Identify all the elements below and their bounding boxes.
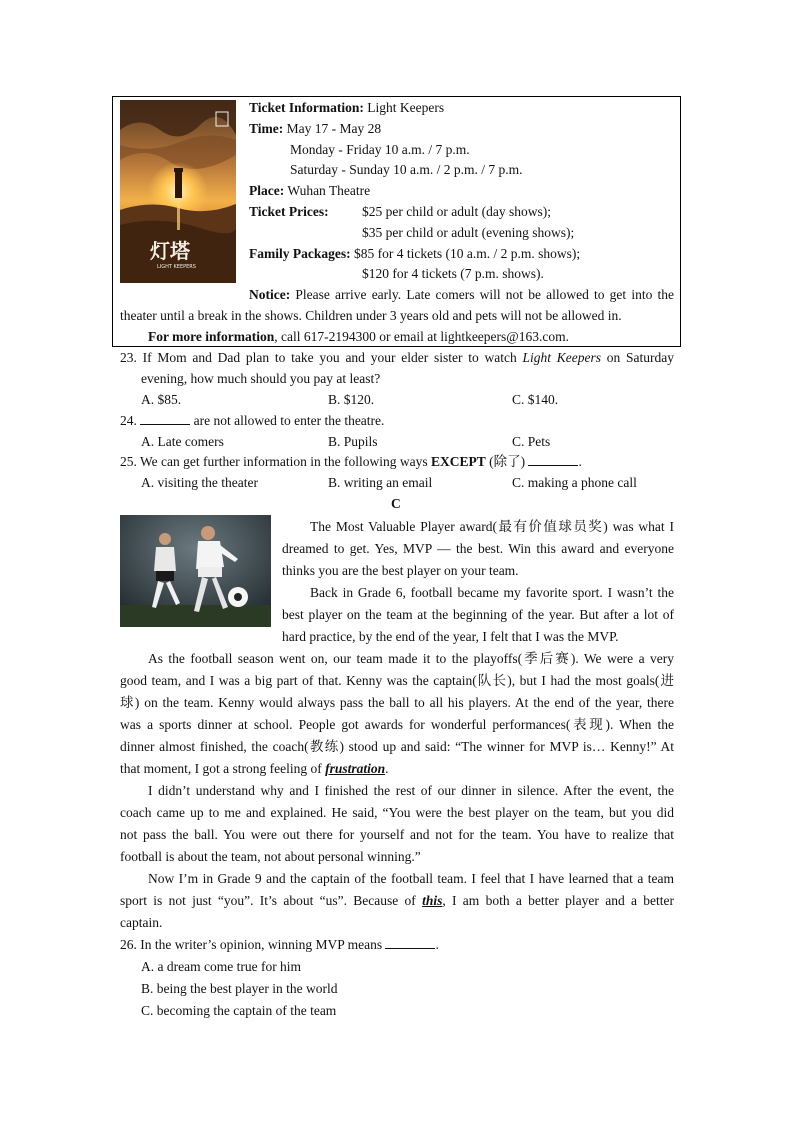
passage-p3-l1: As the football season went on, our team made it to the playoffs(季后赛). We were a very	[148, 651, 674, 666]
prices-label: Ticket Prices:	[249, 204, 329, 219]
q25-stem: 25. We can get further information in the following ways EXCEPT (除了) .	[120, 454, 582, 469]
time-weekday: Monday - Friday 10 a.m. / 7 p.m.	[290, 142, 470, 157]
passage-p2-l2: best player on the team at the beginning of the year. But after a lot of	[282, 607, 674, 622]
football-players-photo	[120, 515, 271, 627]
q26-blank[interactable]	[385, 936, 435, 949]
q24-option-c[interactable]: C. Pets	[512, 434, 551, 449]
passage-p3-l2: good team, and I was a big part of that. Kenny was the captain(队长), but I had the most goals(进	[120, 673, 674, 688]
q24-blank[interactable]	[140, 412, 190, 425]
more-info-line: For more information, call 617-2194300 or email at lightkeepers@163.com.	[148, 329, 569, 344]
word-this: this	[422, 893, 443, 908]
q23-stem: 23. If Mom and Dad plan to take you and your elder sister to watch Light Keepers on Saturday	[120, 350, 674, 365]
q25-option-c[interactable]: C. making a phone call	[512, 475, 637, 490]
passage-p5-l1: Now I’m in Grade 9 and the captain of the football team. I feel that I have learned that a team	[148, 871, 674, 886]
passage-p4-l1: I didn’t understand why and I finished the rest of our dinner in silence. After the event, the	[148, 783, 674, 798]
q26-stem: 26. In the writer’s opinion, winning MVP means .	[120, 937, 439, 952]
q25-blank[interactable]	[528, 453, 578, 466]
q26-option-b[interactable]: B. being the best player in the world	[141, 981, 338, 996]
passage-p4-l3: not pass the ball. You were out there for yourself and not for the team. You have to realize that	[120, 827, 674, 842]
q24-option-b[interactable]: B. Pupils	[328, 434, 378, 449]
passage-p1-l3: thinks you are the best player on your team.	[282, 563, 519, 578]
q25-option-b[interactable]: B. writing an email	[328, 475, 433, 490]
q26-option-c[interactable]: C. becoming the captain of the team	[141, 1003, 337, 1018]
price-day: $25 per child or adult (day shows);	[362, 204, 551, 219]
passage-p5-l3: captain.	[120, 915, 163, 930]
q23-option-b[interactable]: B. $120.	[328, 392, 375, 407]
q23-stem-2: evening, how much should you pay at least?	[141, 371, 381, 386]
passage-p4-l4: football is about the team, not about personal winning.”	[120, 849, 421, 864]
price-evening: $35 per child or adult (evening shows);	[362, 225, 575, 240]
notice-line2: theater until a break in the shows. Children under 3 years old and pets will not be allowed in.	[120, 308, 622, 323]
poster-title: 灯塔	[150, 239, 190, 263]
light-keepers-poster	[120, 100, 236, 283]
passage-p3-l3: 球) on the team. Kenny would always pass the ball to all his players. At the end of the year, there	[120, 695, 674, 710]
poster-subtitle: LIGHT KEEPERS	[157, 264, 196, 270]
time-weekend: Saturday - Sunday 10 a.m. / 2 p.m. / 7 p.m.	[290, 162, 523, 177]
family-line: Family Packages: $85 for 4 tickets (10 a.m. / 2 p.m. shows);	[249, 246, 581, 261]
passage-p3-l6: that moment, I got a strong feeling of frustration.	[120, 761, 389, 776]
q26-option-a[interactable]: A. a dream come true for him	[141, 959, 302, 974]
q23-option-c[interactable]: C. $140.	[512, 392, 559, 407]
notice-line1: Notice: Please arrive early. Late comers will not be allowed to get into the	[249, 287, 674, 302]
family-line2: $120 for 4 tickets (7 p.m. shows).	[362, 266, 544, 281]
q23-option-a[interactable]: A. $85.	[141, 392, 182, 407]
passage-p2-l3: hard practice, by the end of the year, I felt that I was the MVP.	[282, 629, 619, 644]
passage-p1-l1: The Most Valuable Player award(最有价值球员奖) was what I	[310, 519, 674, 534]
section-c-heading: C	[391, 496, 401, 511]
q24-stem: 24. are not allowed to enter the theatre.	[120, 413, 385, 428]
q25-option-a[interactable]: A. visiting the theater	[141, 475, 258, 490]
passage-p3-l5: dinner almost finished, the coach(教练) stood up and said: “The winner for MVP is… Kenny!” At	[120, 739, 674, 754]
word-frustration: frustration	[325, 761, 386, 776]
passage-p4-l2: coach came up to me and explained. He said, “You were the best player on the team, but you did	[120, 805, 674, 820]
passage-p2-l1: Back in Grade 6, football became my favorite sport. I wasn’t the	[310, 585, 674, 600]
passage-p1-l2: dreamed to get. Yes, MVP — the best. Win this award and everyone	[282, 541, 674, 556]
place-line: Place: Wuhan Theatre	[249, 183, 371, 198]
ticket-info-line: Ticket Information: Light Keepers	[249, 100, 445, 115]
q24-option-a[interactable]: A. Late comers	[141, 434, 224, 449]
passage-p5-l2: sport is not just “you”. It’s about “us”. Because of this, I am both a better player and a better	[120, 893, 674, 908]
passage-p3-l4: was a sports dinner at school. People got awards for wonderful performances(表现). When the	[120, 717, 674, 732]
time-line: Time: May 17 - May 28	[249, 121, 382, 136]
